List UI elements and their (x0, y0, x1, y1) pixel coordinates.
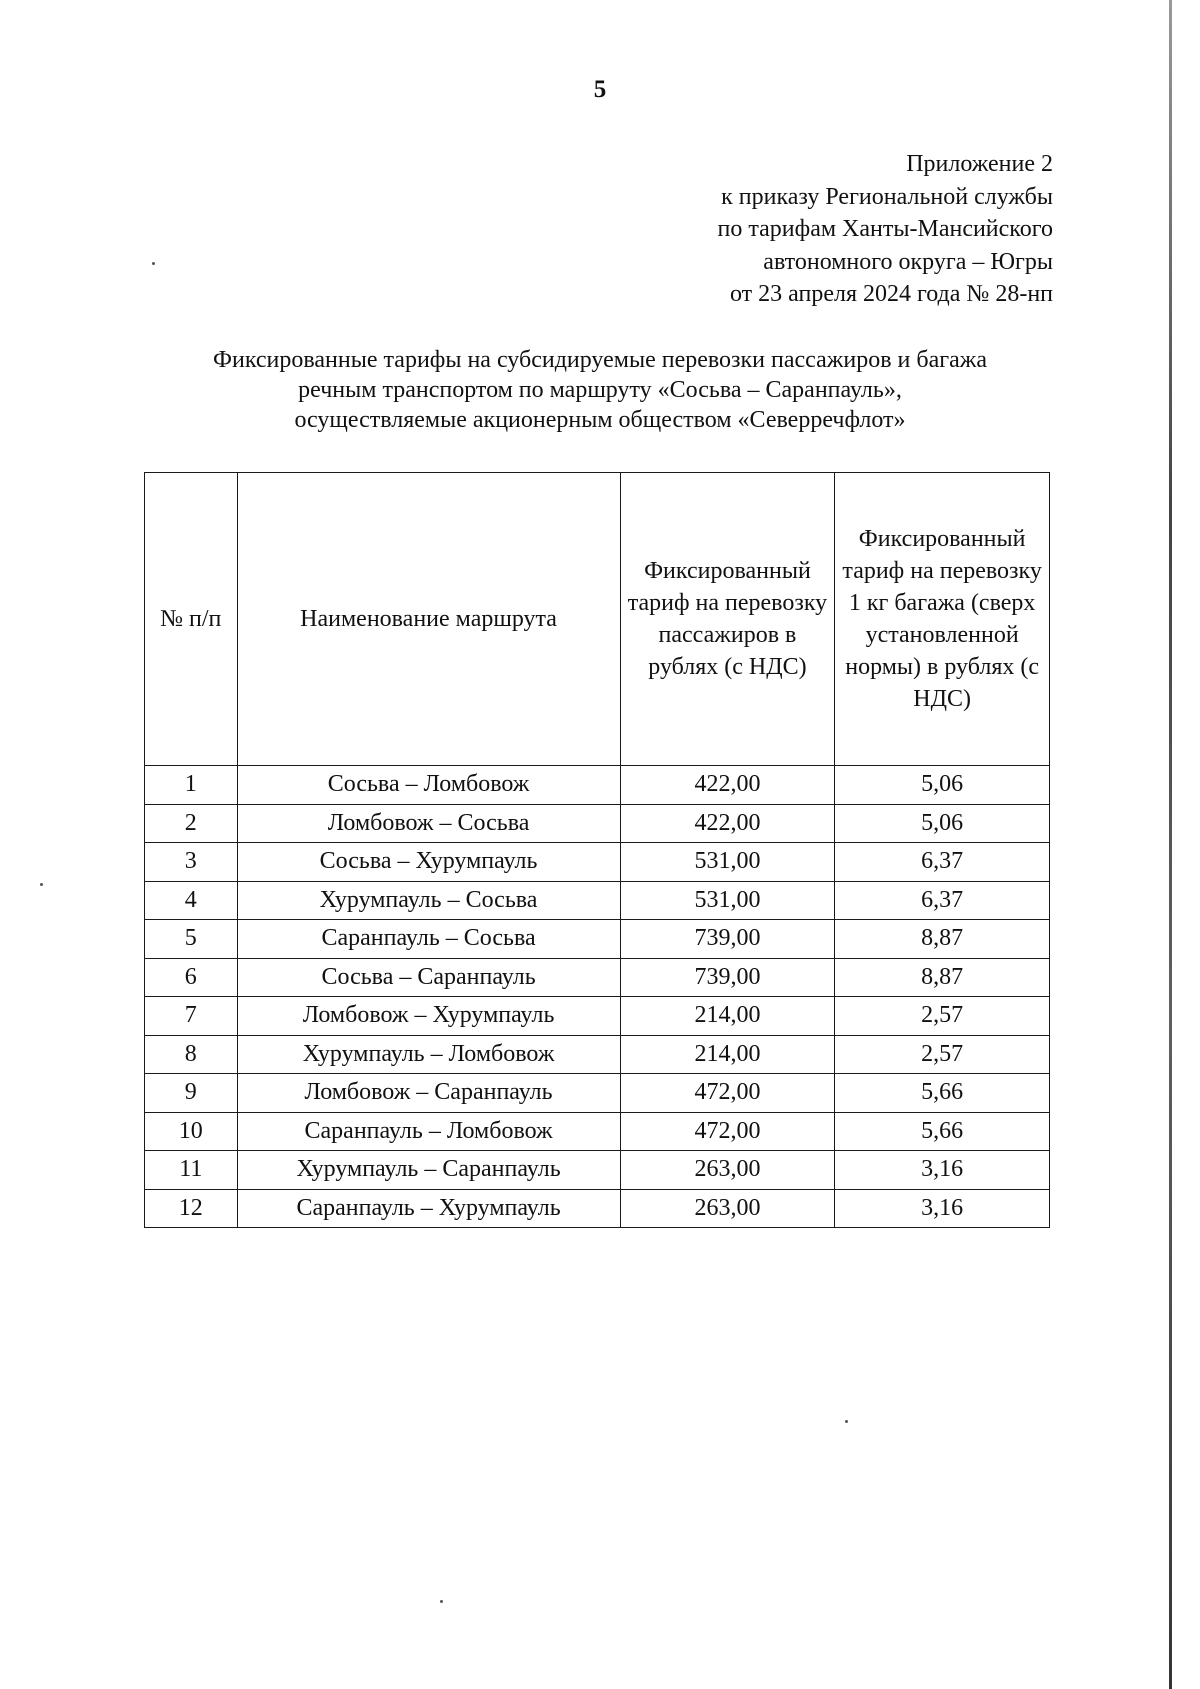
cell-baggage-tariff: 5,66 (835, 1112, 1050, 1151)
cell-route: Сосьва – Саранпауль (237, 958, 620, 997)
cell-baggage-tariff: 6,37 (835, 881, 1050, 920)
scan-speck (40, 883, 43, 886)
cell-number: 5 (145, 920, 238, 959)
cell-passenger-tariff: 531,00 (620, 843, 835, 882)
cell-route: Хурумпауль – Ломбовож (237, 1035, 620, 1074)
header-baggage-tariff: Фиксированный тариф на перевозку 1 кг багажа (сверх установленной нормы) в рублях (с НДС) (835, 473, 1050, 766)
title-line: осуществляемые акционерным обществом «Северречфлот» (294, 407, 906, 433)
table-row (145, 997, 1050, 1036)
scan-edge-shadow (1169, 0, 1172, 1689)
table-row (145, 881, 1050, 920)
table-header-row (145, 473, 1050, 766)
table-row (145, 804, 1050, 843)
cell-number: 7 (145, 997, 238, 1036)
appendix-line: по тарифам Ханты-Мансийского (717, 216, 1053, 242)
table-row (145, 1074, 1050, 1113)
cell-baggage-tariff: 8,87 (835, 920, 1050, 959)
cell-passenger-tariff: 531,00 (620, 881, 835, 920)
cell-route: Сосьва – Ломбовож (237, 766, 620, 805)
cell-route: Ломбовож – Хурумпауль (237, 997, 620, 1036)
cell-route: Саранпауль – Хурумпауль (237, 1189, 620, 1228)
cell-passenger-tariff: 739,00 (620, 920, 835, 959)
header-number: № п/п (145, 473, 238, 766)
cell-baggage-tariff: 5,06 (835, 804, 1050, 843)
appendix-line: от 23 апреля 2024 года № 28-нп (729, 281, 1053, 307)
cell-passenger-tariff: 214,00 (620, 1035, 835, 1074)
cell-baggage-tariff: 3,16 (835, 1189, 1050, 1228)
header-route: Наименование маршрута (237, 473, 620, 766)
table-row (145, 958, 1050, 997)
scan-speck (845, 1420, 848, 1423)
appendix-line: Приложение 2 (906, 151, 1053, 177)
header-passenger-tariff: Фиксированный тариф на перевозку пассажиров в рублях (с НДС) (620, 473, 835, 766)
appendix-line: автономного округа – Югры (763, 248, 1053, 275)
appendix-header (453, 148, 1053, 311)
page-number: 5 (593, 76, 607, 103)
cell-baggage-tariff: 2,57 (835, 1035, 1050, 1074)
cell-baggage-tariff: 6,37 (835, 843, 1050, 882)
cell-number: 3 (145, 843, 238, 882)
cell-route: Хурумпауль – Сосьва (237, 881, 620, 920)
cell-passenger-tariff: 263,00 (620, 1189, 835, 1228)
table-body (145, 766, 1050, 1228)
table-row (145, 920, 1050, 959)
appendix-line: к приказу Региональной службы (721, 183, 1053, 210)
cell-route: Хурумпауль – Саранпауль (237, 1151, 620, 1190)
title-line: речным транспортом по маршруту «Сосьва – Саранпауль», (298, 377, 902, 403)
cell-passenger-tariff: 472,00 (620, 1074, 835, 1113)
cell-number: 6 (145, 958, 238, 997)
cell-number: 11 (145, 1151, 238, 1190)
scan-speck (440, 1600, 443, 1603)
cell-number: 4 (145, 881, 238, 920)
table-row (145, 1035, 1050, 1074)
cell-passenger-tariff: 263,00 (620, 1151, 835, 1190)
table-row (145, 1112, 1050, 1151)
cell-number: 10 (145, 1112, 238, 1151)
cell-passenger-tariff: 422,00 (620, 804, 835, 843)
cell-baggage-tariff: 5,06 (835, 766, 1050, 805)
document-title (100, 345, 1100, 435)
cell-baggage-tariff: 2,57 (835, 997, 1050, 1036)
scan-speck (152, 262, 155, 265)
cell-route: Саранпауль – Ломбовож (237, 1112, 620, 1151)
cell-baggage-tariff: 3,16 (835, 1151, 1050, 1190)
table-row (145, 1151, 1050, 1190)
cell-route: Ломбовож – Саранпауль (237, 1074, 620, 1113)
table-row (145, 766, 1050, 805)
title-line: Фиксированные тарифы на субсидируемые перевозки пассажиров и багажа (213, 347, 987, 373)
cell-baggage-tariff: 5,66 (835, 1074, 1050, 1113)
cell-number: 8 (145, 1035, 238, 1074)
cell-route: Ломбовож – Сосьва (237, 804, 620, 843)
cell-route: Саранпауль – Сосьва (237, 920, 620, 959)
cell-passenger-tariff: 739,00 (620, 958, 835, 997)
tariff-table (144, 472, 1050, 1228)
cell-number: 1 (145, 766, 238, 805)
table-row (145, 1189, 1050, 1228)
cell-passenger-tariff: 472,00 (620, 1112, 835, 1151)
cell-passenger-tariff: 422,00 (620, 766, 835, 805)
cell-number: 9 (145, 1074, 238, 1113)
cell-route: Сосьва – Хурумпауль (237, 843, 620, 882)
cell-baggage-tariff: 8,87 (835, 958, 1050, 997)
cell-number: 12 (145, 1189, 238, 1228)
cell-number: 2 (145, 804, 238, 843)
cell-passenger-tariff: 214,00 (620, 997, 835, 1036)
table-row (145, 843, 1050, 882)
